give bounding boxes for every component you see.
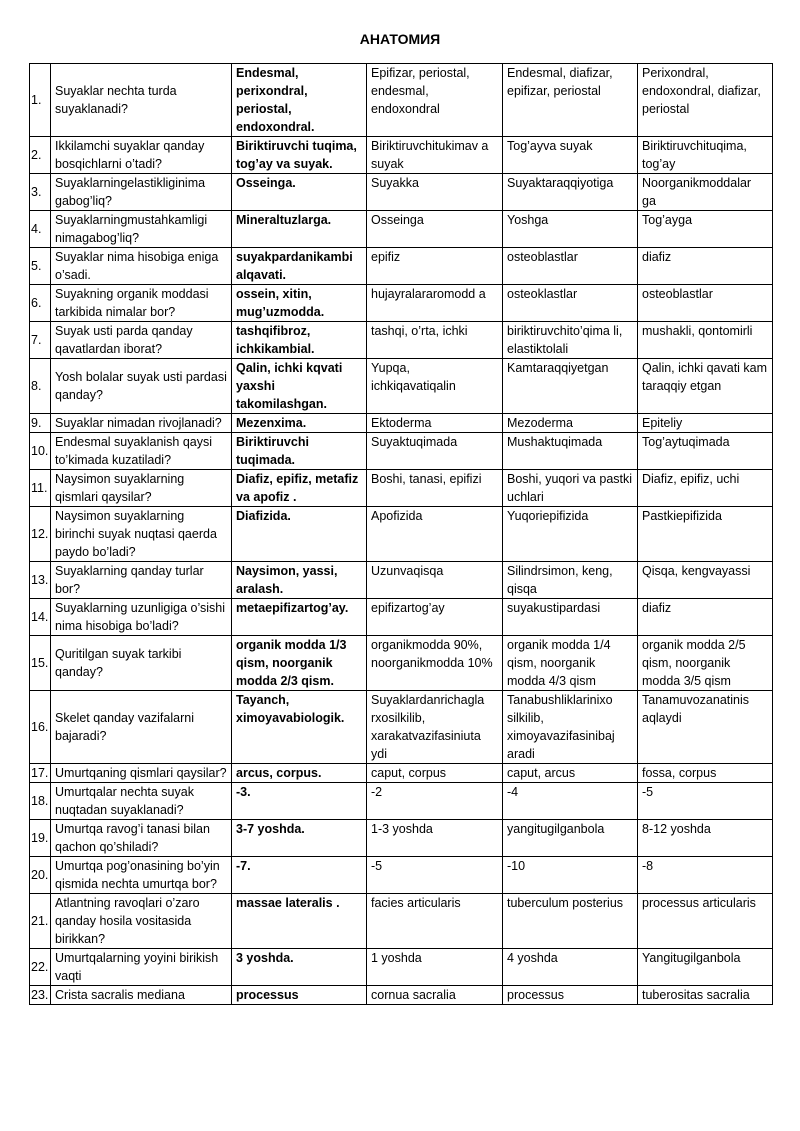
answer-option-d: -8 [638,857,773,894]
question-text: Suyaklar nima hisobiga eniga o’sadi. [51,248,232,285]
answer-option-b: caput, corpus [367,764,503,783]
answer-option-c: Mezoderma [503,414,638,433]
answer-option-b: Epifizar, periostal, endesmal, endoxondral [367,64,503,137]
table-row [30,470,773,507]
answer-option-c: suyakustipardasi [503,599,638,636]
answer-option-b: Osseinga [367,211,503,248]
answer-option-c: -4 [503,783,638,820]
answer-correct: Biriktiruvchi tuqima, tog’ay va suyak. [232,137,367,174]
answer-option-c: Yoshga [503,211,638,248]
question-number: 3. [30,174,51,211]
answer-option-d: Noorganikmoddalar ga [638,174,773,211]
question-text: Ikkilamchi suyaklar qanday bosqichlarni o’tadi? [51,137,232,174]
table-row [30,248,773,285]
question-number: 19. [30,820,51,857]
answer-option-d: tuberositas sacralia [638,986,773,1005]
answer-correct: arcus, corpus. [232,764,367,783]
question-number: 8. [30,359,51,414]
question-text: Suyaklarning uzunligiga o’sishi nima hisobiga bo’ladi? [51,599,232,636]
answer-correct: -7. [232,857,367,894]
answer-option-b: 1-3 yoshda [367,820,503,857]
answer-option-b: Suyaktuqimada [367,433,503,470]
answer-option-d: processus articularis [638,894,773,949]
question-number: 6. [30,285,51,322]
question-text: Umurtqalarning yoyini birikish vaqti [51,949,232,986]
question-number: 10. [30,433,51,470]
answer-correct: metaepifizartog’ay. [232,599,367,636]
answer-correct: massae lateralis . [232,894,367,949]
answer-option-c: Tanabushliklarinixo silkilib, ximoyavazifasinibaj aradi [503,691,638,764]
question-text: Crista sacralis mediana [51,986,232,1005]
answer-option-d: fossa, corpus [638,764,773,783]
answer-correct: tashqifibroz, ichkikambial. [232,322,367,359]
question-number: 18. [30,783,51,820]
answer-option-d: Diafiz, epifiz, uchi [638,470,773,507]
table-row [30,986,773,1005]
answer-option-c: Suyaktaraqqiyotiga [503,174,638,211]
answer-option-d: Pastkiepifizida [638,507,773,562]
answer-option-b: epifizartog’ay [367,599,503,636]
answer-option-c: Boshi, yuqori va pastki uchlari [503,470,638,507]
table-row [30,636,773,691]
question-text: Naysimon suyaklarning birinchi suyak nuqtasi qaerda paydo bo’ladi? [51,507,232,562]
answer-correct: Naysimon, yassi, aralash. [232,562,367,599]
table-row [30,599,773,636]
table-row [30,820,773,857]
table-row [30,137,773,174]
answer-correct: Qalin, ichki kqvati yaxshi takomilashgan. [232,359,367,414]
answer-option-b: Ektoderma [367,414,503,433]
answer-option-c: Endesmal, diafizar, epifizar, periostal [503,64,638,137]
question-text: Suyaklar nechta turda suyaklanadi? [51,64,232,137]
question-number: 11. [30,470,51,507]
table-row [30,211,773,248]
answer-option-d: diafiz [638,248,773,285]
table-row [30,949,773,986]
answer-correct: Tayanch, ximoyavabiologik. [232,691,367,764]
question-number: 22. [30,949,51,986]
question-text: Atlantning ravoqlari o’zaro qanday hosila vositasida birikkan? [51,894,232,949]
question-number: 4. [30,211,51,248]
question-number: 16. [30,691,51,764]
answer-option-d: Biriktiruvchituqima, tog’ay [638,137,773,174]
answer-option-d: Tog’aytuqimada [638,433,773,470]
answer-correct: suyakpardanikambi alqavati. [232,248,367,285]
answer-option-c: osteoblastlar [503,248,638,285]
table-row [30,764,773,783]
table-row [30,857,773,894]
question-number: 12. [30,507,51,562]
answer-option-b: Suyaklardanrichagla rxosilkilib, xarakatvazifasiniuta ydi [367,691,503,764]
answer-option-c: biriktiruvchito’qima li, elastiktolali [503,322,638,359]
question-number: 14. [30,599,51,636]
quiz-table [29,63,773,1005]
answer-option-c: Mushaktuqimada [503,433,638,470]
answer-option-c: 4 yoshda [503,949,638,986]
answer-option-d: Qalin, ichki qavati kam taraqqiy etgan [638,359,773,414]
answer-correct: Osseinga. [232,174,367,211]
answer-option-d: organik modda 2/5 qism, noorganik modda 3/5 qism [638,636,773,691]
question-number: 2. [30,137,51,174]
answer-option-c: -10 [503,857,638,894]
question-text: Yosh bolalar suyak usti pardasi qanday? [51,359,232,414]
answer-option-c: Tog’ayva suyak [503,137,638,174]
answer-correct: 3-7 yoshda. [232,820,367,857]
question-text: Skelet qanday vazifalarni bajaradi? [51,691,232,764]
answer-correct: Diafiz, epifiz, metafiz va apofiz . [232,470,367,507]
answer-option-c: Yuqoriepifizida [503,507,638,562]
answer-option-b: organikmodda 90%, noorganikmodda 10% [367,636,503,691]
question-number: 20. [30,857,51,894]
question-number: 7. [30,322,51,359]
answer-option-b: Yupqa, ichkiqavatiqalin [367,359,503,414]
question-text: Endesmal suyaklanish qaysi to’kimada kuzatiladi? [51,433,232,470]
answer-option-b: -2 [367,783,503,820]
answer-option-b: facies articularis [367,894,503,949]
answer-correct: Diafizida. [232,507,367,562]
question-text: Suyaklarningmustahkamligi nimagabog’liq? [51,211,232,248]
answer-option-b: epifiz [367,248,503,285]
answer-correct: organik modda 1/3 qism, noorganik modda 2/3 qism. [232,636,367,691]
answer-correct: Biriktiruvchi tuqimada. [232,433,367,470]
page-title: АНАТОМИЯ [359,31,441,47]
answer-option-d: Tanamuvozanatinis aqlaydi [638,691,773,764]
answer-option-d: mushakli, qontomirli [638,322,773,359]
answer-option-d: Yangitugilganbola [638,949,773,986]
answer-correct: Endesmal, perixondral, periostal, endoxondral. [232,64,367,137]
table-row [30,691,773,764]
answer-option-d: Tog’ayga [638,211,773,248]
answer-correct: Mezenxima. [232,414,367,433]
question-number: 21. [30,894,51,949]
answer-correct: -3. [232,783,367,820]
answer-option-c: processus [503,986,638,1005]
table-row [30,433,773,470]
answer-option-d: Perixondral, endoxondral, diafizar, periostal [638,64,773,137]
answer-option-b: Biriktiruvchitukimav a suyak [367,137,503,174]
table-row [30,414,773,433]
question-text: Suyakning organik moddasi tarkibida nimalar bor? [51,285,232,322]
question-text: Umurtqalar nechta suyak nuqtadan suyaklanadi? [51,783,232,820]
answer-option-c: osteoklastlar [503,285,638,322]
question-text: Umurtqa pog’onasining bo’yin qismida nechta umurtqa bor? [51,857,232,894]
answer-correct: Mineraltuzlarga. [232,211,367,248]
question-number: 9. [30,414,51,433]
answer-option-c: tuberculum posterius [503,894,638,949]
answer-option-b: Boshi, tanasi, epifizi [367,470,503,507]
answer-option-d: Qisqa, kengvayassi [638,562,773,599]
table-row [30,507,773,562]
answer-option-b: tashqi, o’rta, ichki [367,322,503,359]
question-number: 17. [30,764,51,783]
question-number: 1. [30,64,51,137]
table-row [30,783,773,820]
question-text: Umurtqa ravog’i tanasi bilan qachon qo’shiladi? [51,820,232,857]
answer-correct: 3 yoshda. [232,949,367,986]
answer-option-d: 8-12 yoshda [638,820,773,857]
question-text: Quritilgan suyak tarkibi qanday? [51,636,232,691]
answer-option-c: Kamtaraqqiyetgan [503,359,638,414]
question-text: Suyaklar nimadan rivojlanadi? [51,414,232,433]
answer-option-b: Suyakka [367,174,503,211]
answer-option-d: -5 [638,783,773,820]
answer-option-b: 1 yoshda [367,949,503,986]
answer-option-b: cornua sacralia [367,986,503,1005]
answer-option-b: hujayralararomodd a [367,285,503,322]
table-row [30,322,773,359]
answer-option-d: Epiteliy [638,414,773,433]
table-row [30,174,773,211]
question-text: Suyak usti parda qanday qavatlardan iborat? [51,322,232,359]
answer-correct: processus [232,986,367,1005]
answer-option-c: yangitugilganbola [503,820,638,857]
answer-option-b: Uzunvaqisqa [367,562,503,599]
answer-option-d: osteoblastlar [638,285,773,322]
answer-correct: ossein, xitin, mug’uzmodda. [232,285,367,322]
answer-option-c: Silindrsimon, keng, qisqa [503,562,638,599]
question-text: Umurtqaning qismlari qaysilar? [51,764,232,783]
answer-option-b: Apofizida [367,507,503,562]
table-row [30,562,773,599]
table-row [30,894,773,949]
question-number: 15. [30,636,51,691]
question-text: Naysimon suyaklarning qismlari qaysilar? [51,470,232,507]
question-number: 23. [30,986,51,1005]
answer-option-c: organik modda 1/4 qism, noorganik modda 4/3 qism [503,636,638,691]
question-number: 13. [30,562,51,599]
question-text: Suyaklarning qanday turlar bor? [51,562,232,599]
table-row [30,359,773,414]
answer-option-b: -5 [367,857,503,894]
table-row [30,285,773,322]
answer-option-d: diafiz [638,599,773,636]
table-row [30,64,773,137]
question-number: 5. [30,248,51,285]
answer-option-c: caput, arcus [503,764,638,783]
question-text: Suyaklarningelastikliginima gabog’liq? [51,174,232,211]
